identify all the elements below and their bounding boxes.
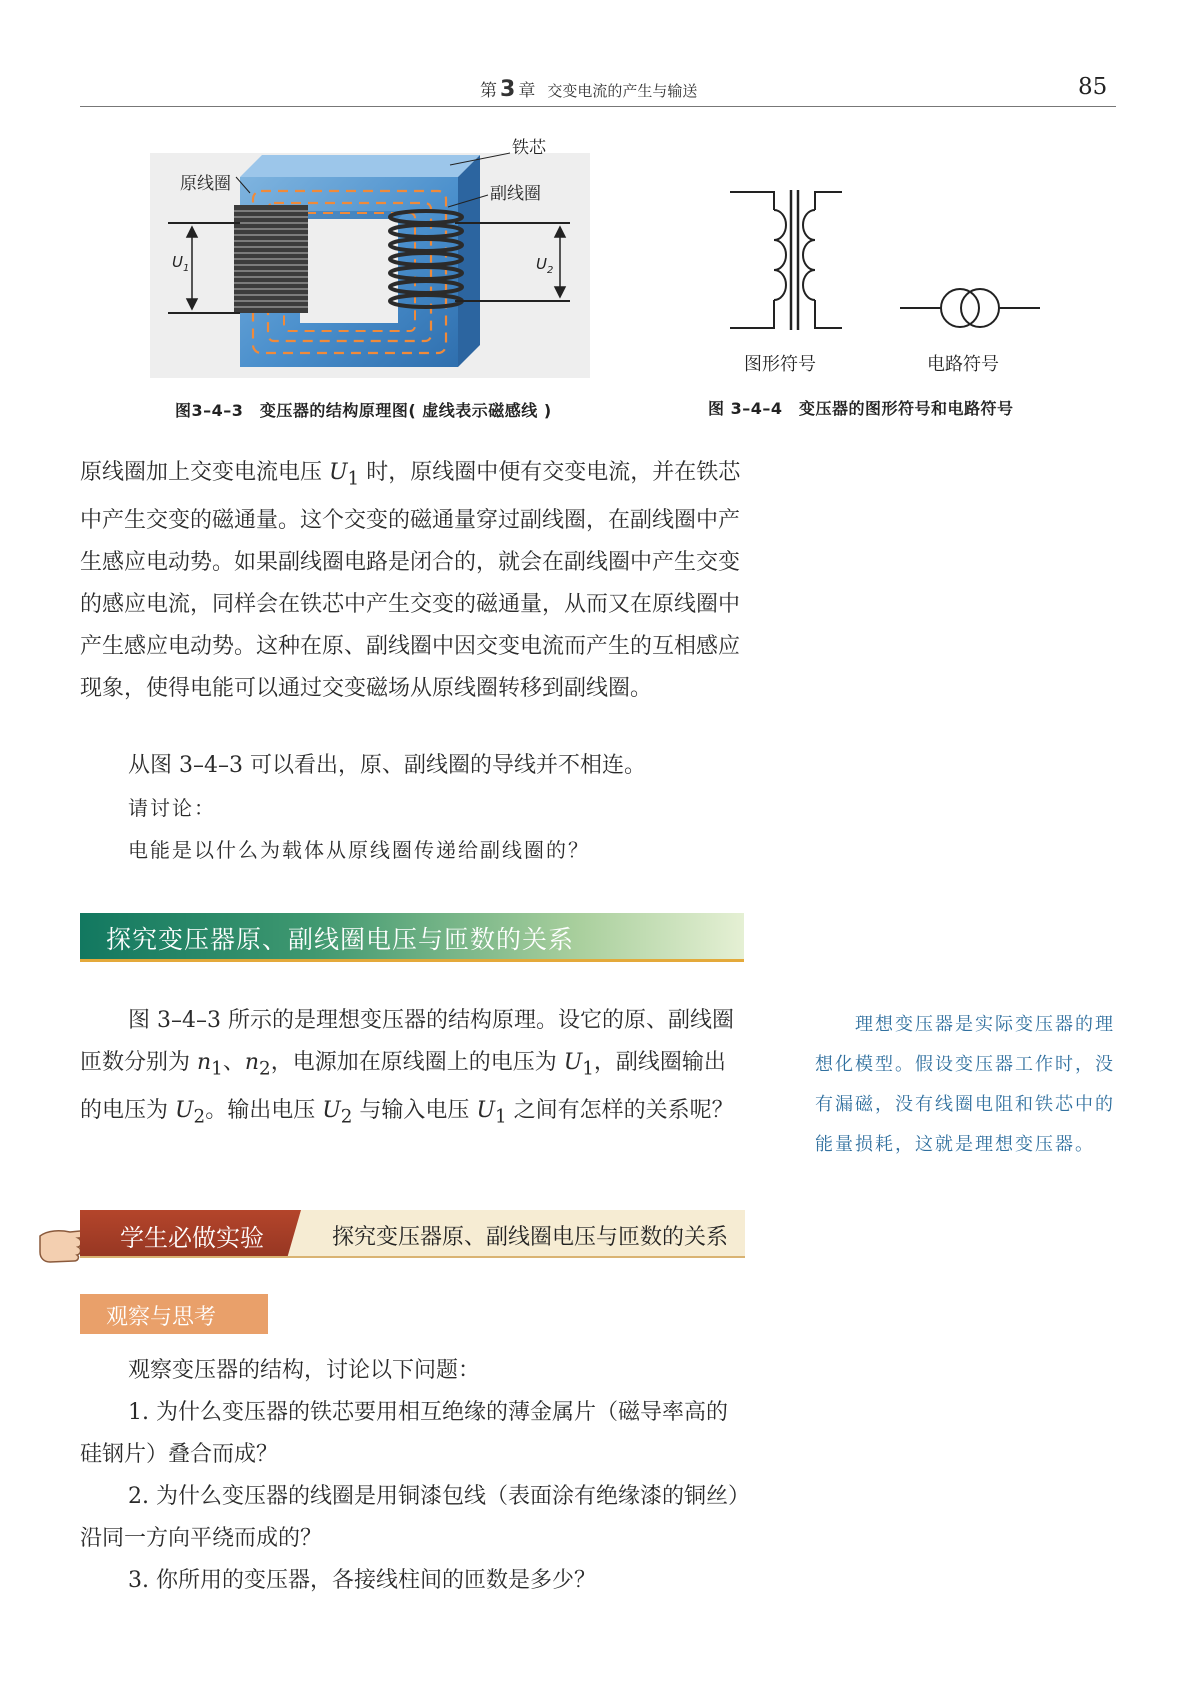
- section-banner: [80, 913, 744, 962]
- graphic-symbol-label: 图形符号: [744, 354, 816, 375]
- paragraph-3: 图 3–4–3 所示的是理想变压器的结构原理。设它的原、副线圈匝数分别为 $n_1$、$n_2$，电源加在原线圈上的电压为 $U_1$，副线圈输出的电压为 $U_2$。输出电压 $U_2$ 与输入电压 $U_1$ 之间有怎样的关系呢？: [80, 1008, 734, 1128]
- secondary-coil-label: 副线圈: [490, 184, 541, 204]
- experiment-title: 探究变压器原、副线圈电压与匝数的关系: [332, 1225, 729, 1250]
- question-3: 3. 你所用的变压器，各接线柱间的匝数是多少？: [128, 1568, 596, 1593]
- observe-tag: [80, 1294, 268, 1334]
- circuit-symbol: [900, 289, 1040, 327]
- question-1: 1. 为什么变压器的铁芯要用相互绝缘的薄金属片（磁导率高的硅钢片）叠合而成？: [80, 1400, 728, 1467]
- u1-label: $U_1$: [172, 253, 190, 274]
- paragraph-2: 从图 3–4–3 可以看出，原、副线圈的导线并不相连。 请讨论： 电能是以什么为载体从原线圈传递给副线圈的？: [80, 745, 745, 871]
- chapter-title: 交变电流的产生与输送: [547, 82, 698, 100]
- chapter-suffix: 章: [518, 81, 536, 101]
- observe-questions: [80, 1350, 745, 1602]
- figure-3-4-3-caption: 图3–4–3 变压器的结构原理图( 虚线表示磁感线 ): [175, 401, 552, 420]
- chapter-prefix: 第: [480, 81, 497, 101]
- u2-label: $U_2$: [536, 255, 554, 276]
- figure-3-4-4-caption: 图 3–4–4 变压器的图形符号和电路符号: [708, 399, 1014, 418]
- page-number: 85: [1078, 74, 1108, 100]
- header-rule: [80, 106, 1116, 107]
- experiment-bar: [80, 1210, 745, 1258]
- question-2: 2. 为什么变压器的线圈是用铜漆包线（表面涂有绝缘漆的铜丝）沿同一方向平绕而成的？: [80, 1484, 739, 1551]
- transformer-structure-figure: [150, 135, 600, 385]
- section-title: 探究变压器原、副线圈电压与匝数的关系: [106, 925, 575, 954]
- experiment-label: 学生必做实验: [120, 1224, 264, 1252]
- graphic-symbol: [730, 190, 842, 330]
- transformer-symbols-figure: [722, 180, 1052, 385]
- primary-coil-label: 原线圈: [180, 174, 231, 194]
- discuss-question: 电能是以什么为载体从原线圈传递给副线圈的？: [128, 838, 590, 862]
- observe-label: 观察与思考: [106, 1305, 217, 1330]
- iron-core-label: 铁芯: [512, 138, 546, 158]
- discuss-label: 请讨论：: [128, 796, 216, 820]
- side-note: 理想变压器是实际变压器的理想化模型。假设变压器工作时，没有漏磁，没有线圈电阻和铁芯中的能量损耗，这就是理想变压器。: [815, 1014, 1115, 1155]
- chapter-number: 3: [500, 77, 516, 102]
- core-top-face: [240, 155, 480, 177]
- circuit-symbol-label: 电路符号: [927, 354, 999, 375]
- paragraph-1: 原线圈加上交变电流电压 $U_1$ 时，原线圈中便有交变电流，并在铁芯中产生交变的磁通量。这个交变的磁通量穿过副线圈，在副线圈中产生感应电动势。如果副线圈电路是闭合的，就会在副线圈中产生交变的感应电流，同样会在铁芯中产生交变的磁通量，从而又在原线圈中产生感应电动势。这种在原、副线圈中因交变电流而产生的互相感应现象，使得电能可以通过交变磁场从原线圈转移到副线圈。: [80, 460, 741, 702]
- observe-intro: 观察变压器的结构，讨论以下问题：: [128, 1358, 481, 1383]
- primary-coil: [234, 205, 308, 313]
- chapter-header: [480, 76, 697, 102]
